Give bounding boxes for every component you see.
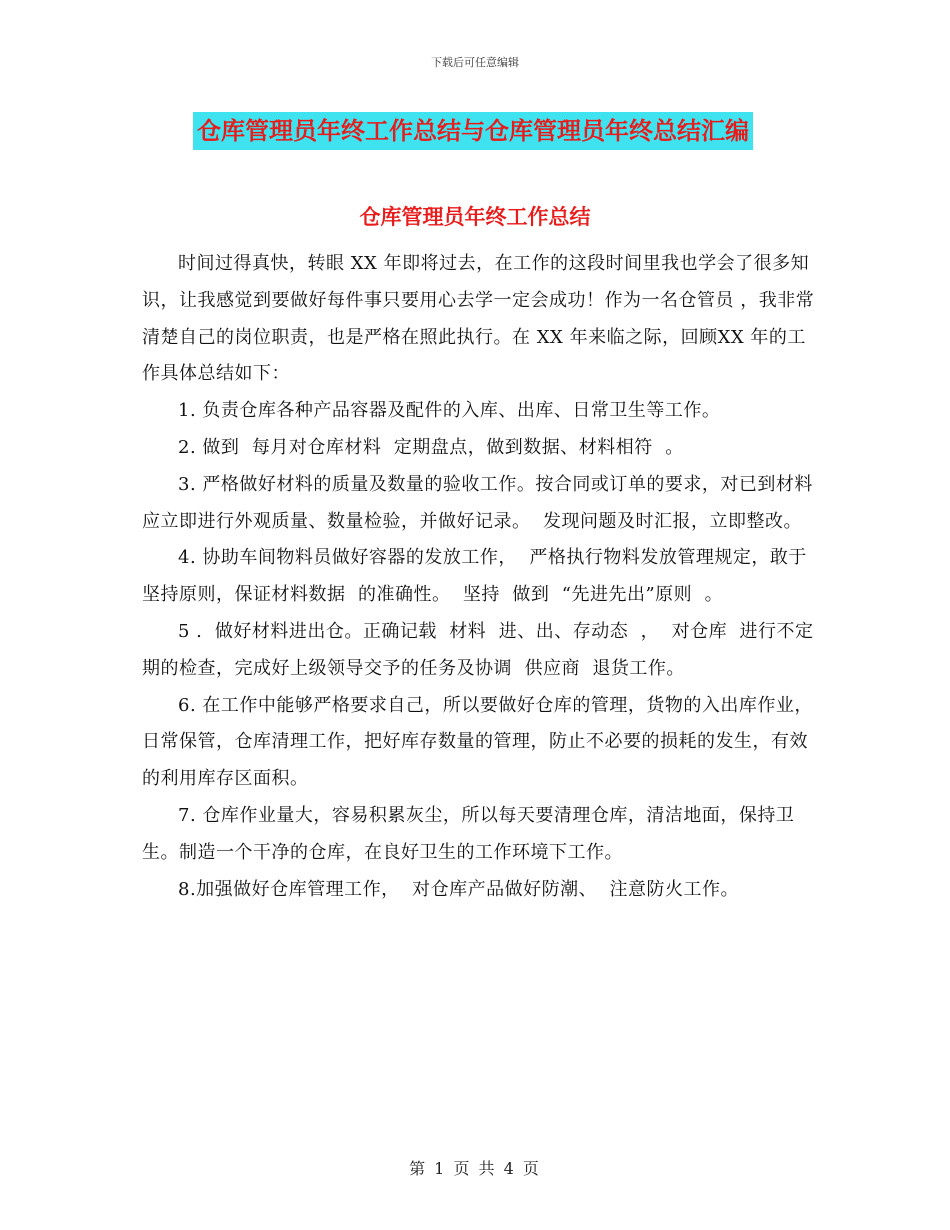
page-footer: 第 1 页 共 4 页: [409, 1159, 541, 1178]
document-main-title: 仓库管理员年终工作总结与仓库管理员年终总结汇编: [193, 112, 753, 150]
body-paragraph-item-2: 2. 做到 每月对仓库材料 定期盘点，做到数据、材料相符 。: [178, 436, 684, 458]
body-paragraph-item-1: 1. 负责仓库各种产品容器及配件的入库、出库、日常卫生等工作。: [178, 400, 721, 422]
body-paragraph-item-8: 8.加强做好仓库管理工作， 对仓库产品做好防潮、 注意防火工作。: [178, 878, 740, 900]
section-title: 仓库管理员年终工作总结: [359, 205, 591, 229]
body-paragraph-item-6: 6. 在工作中能够严格要求自己，所以要做好仓库的管理，货物的入出库作业，日常保管，仓库清理工作，把好库存数量的管理，防止不必要的损耗的发生，有效的利用库存区面积。: [142, 694, 813, 790]
document-body: [142, 246, 826, 908]
body-paragraph-item-7: 7. 仓库作业量大，容易积累灰尘，所以每天要清理仓库，清洁地面，保持卫生。制造一个干净的仓库，在良好卫生的工作环境下工作。: [142, 804, 795, 863]
body-paragraph-intro: 时间过得真快，转眼 XX 年即将过去，在工作的这段时间里我也学会了很多知识，让我感觉到要做好每件事只要用心去学一定会成功！作为一名仓管员 ，我非常清楚自己的岗位职责，也是严格在照此执行。在 XX 年来临之际，回顾XX 年的工作具体总结如下：: [142, 253, 815, 385]
body-paragraph-item-5: 5 . 做好材料进出仓。正确记载 材料 进、出、存动态 ， 对仓库 进行不定期的检查，完成好上级领导交予的任务及协调 供应商 退货工作。: [142, 620, 814, 679]
header-note: 下载后可任意编辑: [431, 56, 519, 69]
body-paragraph-item-3: 3. 严格做好材料的质量及数量的验收工作。按合同或订单的要求，对已到材料 应立即进行外观质量、数量检验，并做好记录。 发现问题及时汇报，立即整改。: [142, 473, 826, 532]
body-paragraph-item-4: 4. 协助车间物料员做好容器的发放工作， 严格执行物料发放管理规定，敢于坚持原则，保证材料数据 的准确性。 坚持 做到 “先进先出”原则 。: [142, 547, 807, 606]
